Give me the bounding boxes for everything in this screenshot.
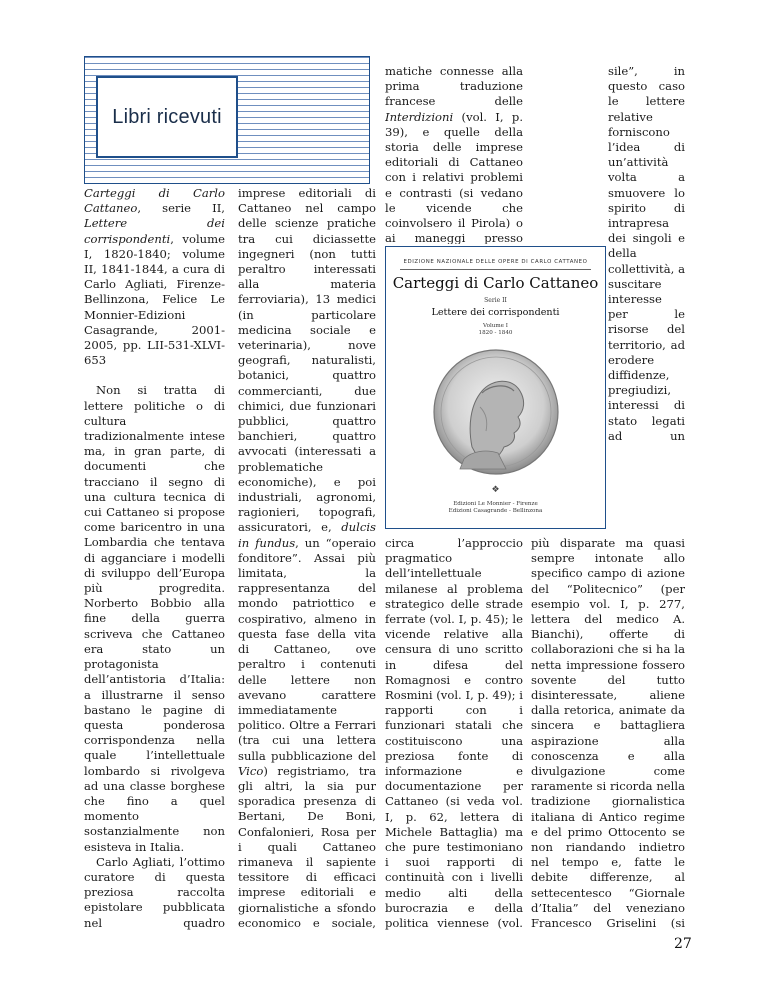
cover-title: Carteggi di Carlo Cattaneo (392, 274, 599, 292)
cover-publishers (386, 501, 605, 516)
cover-subtitle: Lettere dei corrispondenti (431, 307, 560, 318)
cover-rule (400, 269, 591, 270)
paragraph: Non si tratta di lettere politiche o di cultura tradizionalmente intese ma, in gran parte, di documenti che tracciano il segno di una cultura tecnica di cui Cattaneo si propose come baricentro in una Lombardia che tentava di agganciare i modelli di sviluppo dell’Europa più progredita. Norberto Bobbio alla fine della guerra scriveva che Cattaneo era stato un protagonista dell’antistoria d’Italia: a illustrarne il senso bastano le pagine di questa ponderosa corrispondenza nella quale l’intellettuale lombardo si rivolgeva ad una classe borghese che fino a quel momento sostanzialmente non esisteva in Italia. (84, 383, 225, 854)
text-column-3-bottom (385, 536, 523, 932)
portrait-medallion-image (420, 347, 572, 477)
cover-publisher-2: Edizioni Casagrande - Bellinzona (448, 508, 543, 515)
cover-volume-years: 1820 - 1840 (478, 330, 513, 336)
cover-volume (386, 323, 605, 337)
publisher-logo-icon: ❖ (491, 485, 500, 495)
paragraph: Carteggi di Carlo Cattaneo, serie II, Lettere dei corrispondenti, volume I, 1820-1840; volume II, 1841-1844, a cura di Carlo Agliati, Firenze-Bellinzona, Felice Le Monnier-Edizioni Casagrande, 2001-2005, pp. LII-531-XLVI-653 (84, 186, 225, 368)
paragraph: Carlo Agliati, l’ottimo curatore di questa preziosa raccolta epistolare pubblicata nel quadro (84, 854, 225, 930)
paragraph: matiche connesse alla prima traduzione francese delle Interdizioni (vol. I, p. 39), e quelle della storia delle imprese editoriali di Cattaneo con i relativi problemi e contrasti (si vedano le vicende che coinvolsero il Pirola) o ai maneggi presso (385, 64, 523, 244)
cover-publisher-1: Edizioni Le Monnier - Firenze (453, 501, 538, 507)
paragraph: imprese editoriali di Cattaneo nel campo delle scienze pratiche tra cui diciassette ingegneri (non tutti peraltro interessati alla materia ferroviaria), 13 medici (in particolare medicina sociale e veterinaria), nove geografi, naturalisti, botanici, quattro commercianti, due chimici, due funzionari pubblici, quattro banchieri, quattro avvocati (interessati a problematiche economiche), e poi industriali, agronomi, ragionieri, topografi, assicuratori, e, dulcis in fundus, un “operaio fonditore”. Assai più limitata, la rappresentanza del mondo patriottico e cospirativo, almeno in questa fase della vita di Cattaneo, ove peraltro i contenuti delle lettere non avevano carattere immediatamente politico. Oltre a Ferrari (tra cui una lettera sulla pubblicazione del Vico) registriamo, tra gli altri, la sia pur sporadica presenza di Bertani, De Boni, Confalonieri, Rosa per i quali Cattaneo rimaneva il sapiente tessitore di efficaci imprese editoriali e giornalistiche a sfondo economico e sociale, (238, 186, 376, 930)
paragraph: circa l’approccio pragmatico dell’intellettuale milanese al problema strategico delle strade ferrate (vol. I, p. 45); le vicende relative alla censura di uno scritto in difesa del Romagnosi e contro Rosmini (vol. I, p. 49); i rapporti con i funzionari statali che costituiscono una preziosa fonte di informazione e documentazione per Cattaneo (si veda vol. I, p. 62, lettera di Michele Battaglia) ma che pure testimoniano i suoi rapporti di continuità con i livelli medio alti della burocrazia e della politica viennese (vol. (385, 536, 523, 931)
text-column-3-top (385, 64, 523, 244)
book-cover (385, 246, 606, 529)
paragraph: sile”, in questo caso le lettere relative forniscono l’idea di un’attività volta a smuovere lo spirito di intrapresa dei singoli e della collettività, a suscitare interesse per le risorse del territorio, ad erodere diffidenze, pregiudizi, interessi di stato legati ad un (608, 64, 685, 443)
text-column-2 (238, 186, 376, 931)
cover-volume-label: Volume I (483, 323, 508, 329)
text-column-4-bottom (531, 536, 685, 932)
text-column-1 (84, 186, 225, 931)
cover-serie: Serie II (484, 297, 507, 304)
section-title-box (96, 76, 238, 158)
paragraph: più disparate ma quasi sempre intonate allo specifico campo di azione del “Politecnico” (per esempio vol. I, p. 277, lettera del medico A. Bianchi), offerte di collaborazioni che si ha la netta impressione fossero sovente del tutto disinteressate, aliene dalla retorica, animate da sincera e battagliera aspirazione alla conoscenza e alla divulgazione come raramente si ricorda nella tradizione giornalistica italiana di Antico regime e del primo Ottocento se non riandando indietro nel tempo e, fatte le debite differenze, al settecentesco “Giornale d’Italia” del veneziano Francesco Griselini (si (531, 536, 685, 931)
page-number: 27 (674, 936, 692, 952)
cover-series: EDIZIONE NAZIONALE DELLE OPERE DI CARLO CATTANEO (403, 259, 588, 265)
section-title: Libri ricevuti (112, 105, 222, 128)
